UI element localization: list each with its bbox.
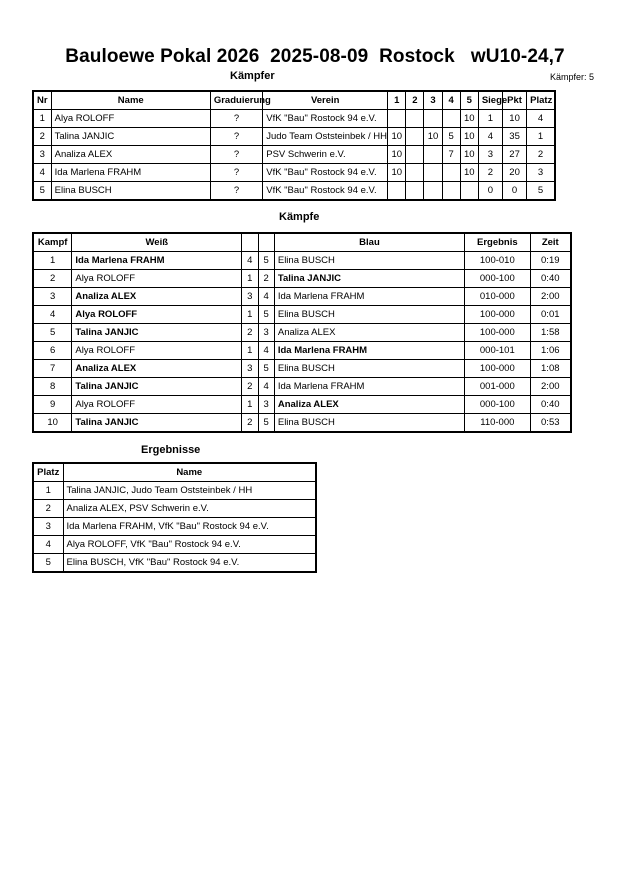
cell-name: Talina JANJIC, Judo Team Oststeinbek / HH — [63, 482, 316, 500]
cell-r3 — [424, 182, 442, 201]
cell-r1: 10 — [388, 146, 406, 164]
cell-name: Alya ROLOFF — [51, 110, 210, 128]
cell-blau: Elina BUSCH — [274, 306, 464, 324]
column-header: Nr — [33, 91, 51, 110]
table-row — [33, 252, 571, 270]
cell-platz: 5 — [527, 182, 555, 201]
cell-weiss: Alya ROLOFF — [72, 306, 242, 324]
cell-kampf: 1 — [33, 252, 72, 270]
cell-zeit: 1:08 — [530, 360, 571, 378]
table-row — [33, 110, 555, 128]
cell-kampf: 7 — [33, 360, 72, 378]
cell-zeit: 2:00 — [530, 288, 571, 306]
cell-r4 — [442, 182, 460, 201]
table-row — [33, 482, 316, 500]
cell-name: Talina JANJIC — [51, 128, 210, 146]
column-header: Verein — [263, 91, 388, 110]
cell-weiss: Alya ROLOFF — [72, 396, 242, 414]
cell-r1: 10 — [388, 164, 406, 182]
cell-verein: VfK "Bau" Rostock 94 e.V. — [263, 164, 388, 182]
cell-blau: Ida Marlena FRAHM — [274, 288, 464, 306]
cell-zeit: 0:40 — [530, 396, 571, 414]
cell-platz: 2 — [33, 500, 63, 518]
cell-siege: 4 — [478, 128, 502, 146]
cell-ergebnis: 000-101 — [465, 342, 530, 360]
results-heading: Ergebnisse — [141, 444, 201, 456]
cell-r3: 10 — [424, 128, 442, 146]
cell-weiss: Analiza ALEX — [72, 288, 242, 306]
cell-zeit: 2:00 — [530, 378, 571, 396]
column-header: Platz — [527, 91, 555, 110]
column-header: Name — [51, 91, 210, 110]
cell-grad: ? — [210, 164, 262, 182]
fighters-table — [32, 90, 556, 201]
cell-platz: 3 — [33, 518, 63, 536]
cell-kampf: 9 — [33, 396, 72, 414]
cell-name: Elina BUSCH — [51, 182, 210, 201]
column-header: Pkt — [502, 91, 526, 110]
cell-blau: Ida Marlena FRAHM — [274, 342, 464, 360]
column-header: Zeit — [530, 233, 571, 252]
cell-platz: 4 — [33, 536, 63, 554]
cell-kampf: 10 — [33, 414, 72, 433]
cell-siege: 1 — [478, 110, 502, 128]
table-row — [33, 306, 571, 324]
cell-ergebnis: 110-000 — [465, 414, 530, 433]
cell-weiss: Alya ROLOFF — [72, 270, 242, 288]
column-header: Blau — [274, 233, 464, 252]
cell-blau-nr: 4 — [258, 288, 274, 306]
cell-platz: 4 — [527, 110, 555, 128]
cell-name: Ida Marlena FRAHM — [51, 164, 210, 182]
cell-r4: 5 — [442, 128, 460, 146]
cell-kampf: 4 — [33, 306, 72, 324]
cell-r5 — [460, 182, 478, 201]
cell-verein: VfK "Bau" Rostock 94 e.V. — [263, 110, 388, 128]
cell-zeit: 0:19 — [530, 252, 571, 270]
cell-platz: 1 — [527, 128, 555, 146]
cell-zeit: 0:40 — [530, 270, 571, 288]
cell-blau: Analiza ALEX — [274, 396, 464, 414]
cell-kampf: 3 — [33, 288, 72, 306]
column-header: Weiß — [72, 233, 242, 252]
cell-r1 — [388, 182, 406, 201]
table-row — [33, 554, 316, 573]
table-row — [33, 324, 571, 342]
cell-r3 — [424, 110, 442, 128]
cell-zeit: 0:53 — [530, 414, 571, 433]
cell-r2 — [406, 182, 424, 201]
cell-name: Elina BUSCH, VfK "Bau" Rostock 94 e.V. — [63, 554, 316, 573]
cell-blau: Elina BUSCH — [274, 360, 464, 378]
cell-blau-nr: 4 — [258, 378, 274, 396]
cell-weiss-nr: 1 — [242, 396, 258, 414]
cell-weiss: Talina JANJIC — [72, 414, 242, 433]
cell-verein: PSV Schwerin e.V. — [263, 146, 388, 164]
cell-zeit: 1:58 — [530, 324, 571, 342]
cell-pkt: 35 — [502, 128, 526, 146]
cell-ergebnis: 100-000 — [465, 360, 530, 378]
cell-blau-nr: 2 — [258, 270, 274, 288]
cell-r5: 10 — [460, 110, 478, 128]
column-header: Ergebnis — [465, 233, 530, 252]
table-row — [33, 360, 571, 378]
cell-blau-nr: 3 — [258, 324, 274, 342]
cell-blau: Elina BUSCH — [274, 252, 464, 270]
cell-r1: 10 — [388, 128, 406, 146]
column-header: Kampf — [33, 233, 72, 252]
cell-grad: ? — [210, 128, 262, 146]
column-header — [258, 233, 274, 252]
cell-ergebnis: 100-000 — [465, 324, 530, 342]
cell-r3 — [424, 146, 442, 164]
cell-weiss-nr: 3 — [242, 360, 258, 378]
cell-kampf: 8 — [33, 378, 72, 396]
cell-pkt: 10 — [502, 110, 526, 128]
cell-ergebnis: 010-000 — [465, 288, 530, 306]
cell-blau-nr: 3 — [258, 396, 274, 414]
column-header: 4 — [442, 91, 460, 110]
column-header: Name — [63, 463, 316, 482]
cell-kampf: 6 — [33, 342, 72, 360]
cell-platz: 5 — [33, 554, 63, 573]
cell-r3 — [424, 164, 442, 182]
table-row — [33, 378, 571, 396]
cell-pkt: 20 — [502, 164, 526, 182]
cell-weiss: Talina JANJIC — [72, 378, 242, 396]
cell-name: Ida Marlena FRAHM, VfK "Bau" Rostock 94 e.V. — [63, 518, 316, 536]
cell-ergebnis: 000-100 — [465, 396, 530, 414]
fights-heading: Kämpfe — [279, 211, 320, 223]
cell-verein: VfK "Bau" Rostock 94 e.V. — [263, 182, 388, 201]
cell-siege: 0 — [478, 182, 502, 201]
table-row — [33, 288, 571, 306]
cell-r5: 10 — [460, 164, 478, 182]
fights-table — [32, 232, 572, 433]
cell-platz: 3 — [527, 164, 555, 182]
cell-r4 — [442, 164, 460, 182]
cell-r4: 7 — [442, 146, 460, 164]
cell-r2 — [406, 164, 424, 182]
cell-nr: 1 — [33, 110, 51, 128]
cell-weiss-nr: 4 — [242, 252, 258, 270]
cell-nr: 4 — [33, 164, 51, 182]
table-row — [33, 414, 571, 433]
results-table — [32, 462, 317, 573]
cell-blau-nr: 5 — [258, 360, 274, 378]
fighters-heading: Kämpfer — [230, 70, 275, 82]
cell-pkt: 0 — [502, 182, 526, 201]
cell-siege: 3 — [478, 146, 502, 164]
cell-weiss-nr: 1 — [242, 270, 258, 288]
cell-blau-nr: 5 — [258, 414, 274, 433]
table-row — [33, 270, 571, 288]
cell-name: Alya ROLOFF, VfK "Bau" Rostock 94 e.V. — [63, 536, 316, 554]
cell-r2 — [406, 146, 424, 164]
cell-weiss-nr: 2 — [242, 414, 258, 433]
cell-platz: 1 — [33, 482, 63, 500]
cell-nr: 3 — [33, 146, 51, 164]
cell-nr: 2 — [33, 128, 51, 146]
cell-kampf: 5 — [33, 324, 72, 342]
cell-blau-nr: 5 — [258, 306, 274, 324]
cell-grad: ? — [210, 182, 262, 201]
cell-r2 — [406, 128, 424, 146]
cell-pkt: 27 — [502, 146, 526, 164]
cell-weiss: Analiza ALEX — [72, 360, 242, 378]
cell-blau: Elina BUSCH — [274, 414, 464, 433]
page-title: Bauloewe Pokal 2026 2025-08-09 Rostock wU10-24,7 — [65, 46, 565, 67]
cell-zeit: 0:01 — [530, 306, 571, 324]
cell-grad: ? — [210, 146, 262, 164]
cell-r5: 10 — [460, 128, 478, 146]
cell-ergebnis: 001-000 — [465, 378, 530, 396]
column-header: 1 — [388, 91, 406, 110]
cell-blau: Ida Marlena FRAHM — [274, 378, 464, 396]
column-header: 3 — [424, 91, 442, 110]
column-header: Graduierung — [210, 91, 262, 110]
cell-blau: Talina JANJIC — [274, 270, 464, 288]
column-header: Siege — [478, 91, 502, 110]
cell-weiss: Ida Marlena FRAHM — [72, 252, 242, 270]
table-row — [33, 342, 571, 360]
cell-siege: 2 — [478, 164, 502, 182]
table-row — [33, 164, 555, 182]
cell-weiss-nr: 3 — [242, 288, 258, 306]
cell-blau-nr: 4 — [258, 342, 274, 360]
cell-weiss-nr: 1 — [242, 342, 258, 360]
cell-r5: 10 — [460, 146, 478, 164]
fighters-count: Kämpfer: 5 — [550, 72, 595, 82]
cell-verein: Judo Team Oststeinbek / HH — [263, 128, 388, 146]
cell-r4 — [442, 110, 460, 128]
column-header: 2 — [406, 91, 424, 110]
column-header: 5 — [460, 91, 478, 110]
cell-ergebnis: 000-100 — [465, 270, 530, 288]
column-header: Platz — [33, 463, 63, 482]
cell-weiss: Alya ROLOFF — [72, 342, 242, 360]
cell-blau: Analiza ALEX — [274, 324, 464, 342]
table-row — [33, 146, 555, 164]
table-row — [33, 500, 316, 518]
table-row — [33, 128, 555, 146]
cell-ergebnis: 100-000 — [465, 306, 530, 324]
cell-weiss-nr: 2 — [242, 378, 258, 396]
cell-zeit: 1:06 — [530, 342, 571, 360]
cell-grad: ? — [210, 110, 262, 128]
table-row — [33, 518, 316, 536]
cell-name: Analiza ALEX, PSV Schwerin e.V. — [63, 500, 316, 518]
cell-weiss-nr: 1 — [242, 306, 258, 324]
table-row — [33, 396, 571, 414]
table-row — [33, 536, 316, 554]
cell-name: Analiza ALEX — [51, 146, 210, 164]
cell-kampf: 2 — [33, 270, 72, 288]
cell-weiss-nr: 2 — [242, 324, 258, 342]
cell-r2 — [406, 110, 424, 128]
cell-r1 — [388, 110, 406, 128]
cell-weiss: Talina JANJIC — [72, 324, 242, 342]
cell-ergebnis: 100-010 — [465, 252, 530, 270]
table-row — [33, 182, 555, 201]
cell-platz: 2 — [527, 146, 555, 164]
column-header — [242, 233, 258, 252]
cell-nr: 5 — [33, 182, 51, 201]
cell-blau-nr: 5 — [258, 252, 274, 270]
